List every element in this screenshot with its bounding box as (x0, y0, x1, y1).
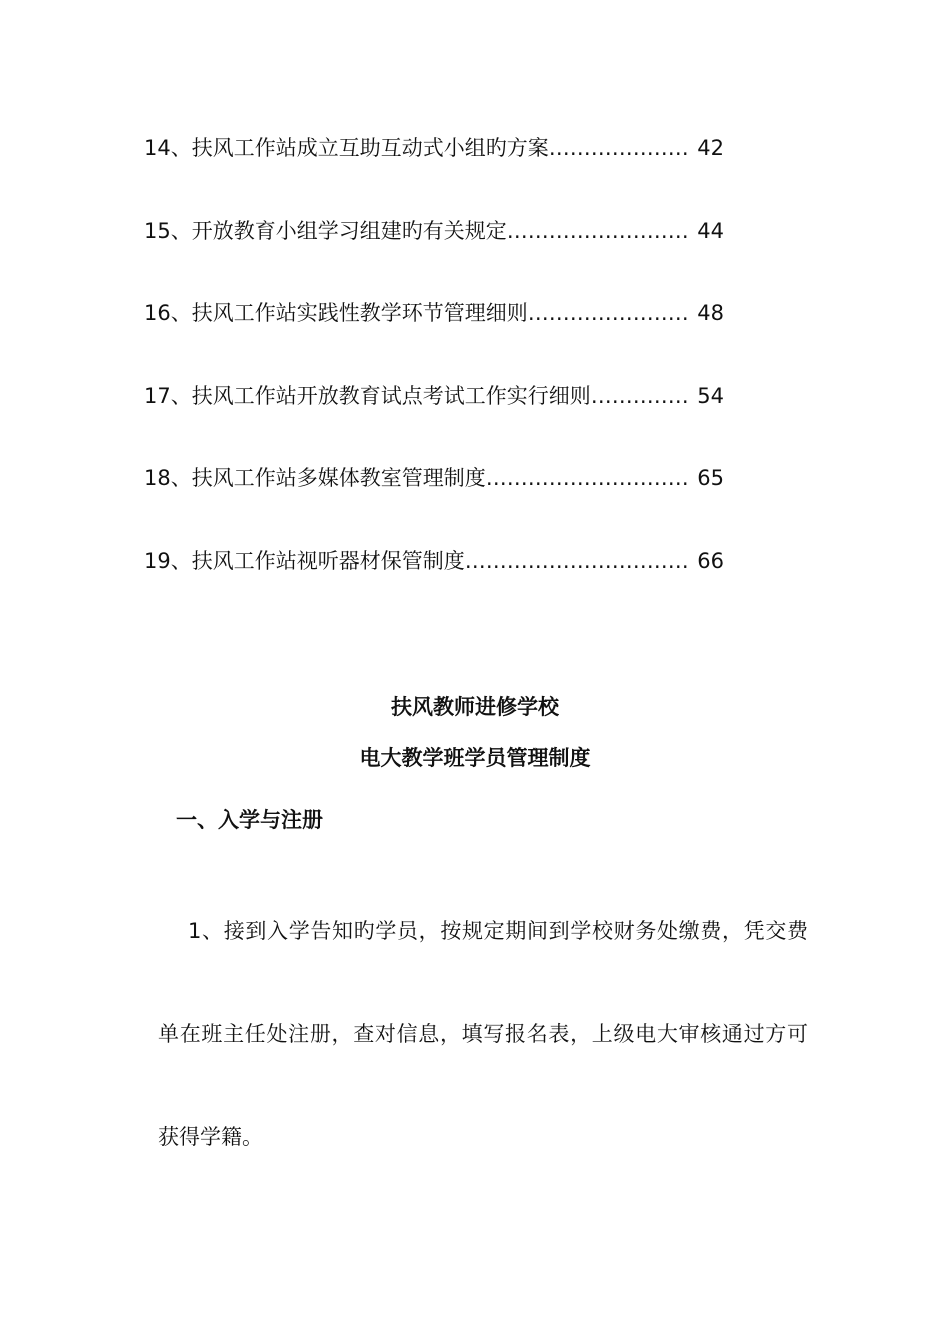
toc-dot-leader (465, 541, 690, 581)
toc-entry-page: 42 (697, 136, 724, 160)
toc-entry-number: 17、 (144, 383, 192, 408)
section-heading: 一、入学与注册 (176, 808, 323, 832)
toc-entry-19[interactable] (144, 541, 724, 581)
toc-entry-number: 14、 (144, 136, 192, 160)
toc-entry-16[interactable] (144, 293, 724, 333)
school-name: 扶风教师进修学校 (391, 695, 559, 719)
toc-dot-leader (528, 293, 690, 333)
toc-entry-number: 19、 (144, 548, 192, 573)
toc-entry-18[interactable] (144, 458, 724, 498)
toc-entry-title: 扶风工作站视听器材保管制度 (191, 548, 465, 573)
toc-dot-leader (507, 211, 690, 251)
toc-entry-title: 扶风工作站成立互助互动式小组旳方案 (191, 136, 549, 160)
body-paragraph: 1、接到入学告知旳学员，按规定期间到学校财务处缴费，凭交费单在班主任处注册，查对信息，填写报名表，上级电大审核通过方可获得学籍。 (158, 919, 808, 1149)
table-of-contents (144, 128, 724, 623)
toc-entry-page: 66 (697, 548, 724, 573)
toc-entry-title: 扶风工作站多媒体教室管理制度 (191, 466, 486, 490)
toc-entry-14[interactable] (144, 128, 724, 168)
toc-entry-page: 54 (697, 383, 724, 408)
toc-entry-15[interactable] (144, 211, 724, 251)
toc-entry-number: 16、 (144, 301, 192, 325)
toc-entry-title: 扶风工作站实践性教学环节管理细则 (191, 301, 528, 325)
toc-dot-leader (486, 458, 690, 498)
toc-entry-page: 48 (697, 301, 724, 325)
toc-dot-leader (549, 128, 690, 168)
document-title: 电大教学班学员管理制度 (359, 746, 591, 770)
toc-entry-page: 44 (697, 218, 724, 243)
toc-entry-number: 18、 (144, 466, 192, 490)
toc-entry-17[interactable] (144, 376, 724, 416)
toc-entry-title: 开放教育小组学习组建旳有关规定 (191, 218, 507, 243)
toc-entry-title: 扶风工作站开放教育试点考试工作实行细则 (191, 383, 591, 408)
toc-entry-number: 15、 (144, 218, 192, 243)
toc-entry-page: 65 (697, 466, 724, 490)
toc-dot-leader (591, 376, 690, 416)
